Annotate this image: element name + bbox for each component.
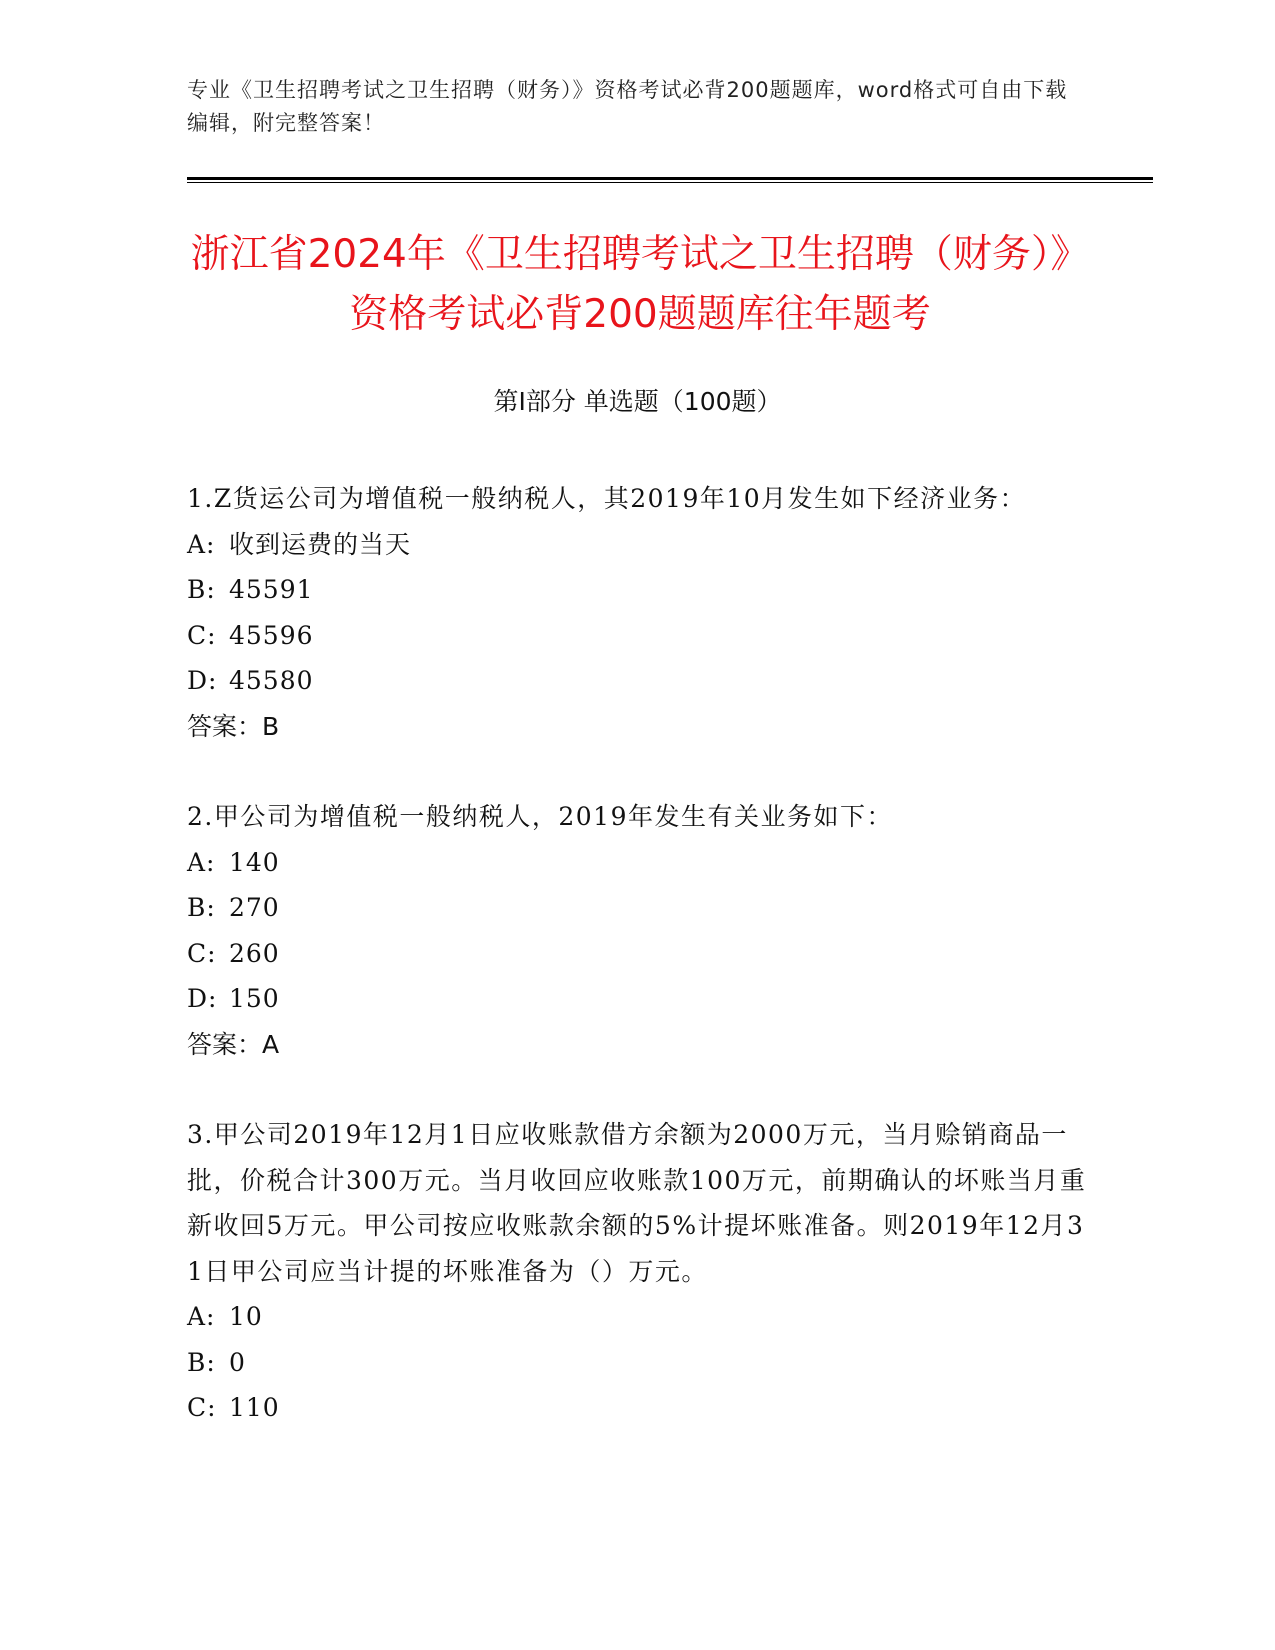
question-stem: 1.Z货运公司为增值税一般纳税人，其2019年10月发生如下经济业务：	[187, 484, 1027, 513]
option-text: 45580	[229, 666, 314, 695]
option-a	[187, 522, 1087, 568]
question-3	[187, 1112, 1087, 1431]
option-text: 10	[229, 1302, 263, 1331]
option-text: 45596	[229, 620, 314, 650]
option-letter: B:	[187, 1347, 216, 1377]
answer-line: 答案：A	[187, 1029, 280, 1059]
header-rule-thin	[187, 182, 1153, 183]
option-text: 0	[229, 1347, 246, 1377]
document-title: 浙江省2024年《卫生招聘考试之卫生招聘（财务）》资格考试必背200题题库往年题考	[190, 232, 1090, 337]
question-stem: 2.甲公司为增值税一般纳税人，2019年发生有关业务如下：	[187, 802, 893, 831]
option-letter: B:	[187, 575, 216, 604]
option-letter: D:	[187, 984, 218, 1013]
option-a	[187, 840, 1087, 886]
option-letter: C:	[187, 1393, 217, 1422]
option-b	[187, 1340, 1087, 1386]
option-text: 270	[229, 893, 280, 922]
option-letter: D:	[187, 666, 218, 695]
option-text: 260	[229, 938, 280, 968]
option-text: 110	[229, 1393, 280, 1422]
question-2	[187, 794, 1087, 1067]
option-text: 140	[229, 847, 280, 877]
question-1	[187, 476, 1087, 749]
option-d	[187, 658, 1087, 704]
section-heading: 第Ⅰ部分 单选题（100题）	[493, 387, 782, 416]
option-d	[187, 976, 1087, 1022]
option-c	[187, 931, 1087, 977]
option-letter: A:	[187, 847, 216, 877]
option-letter: B:	[187, 893, 216, 922]
option-letter: A:	[187, 529, 216, 559]
option-text: 150	[229, 984, 280, 1013]
option-c	[187, 613, 1087, 659]
option-a	[187, 1294, 1087, 1340]
option-text: 45591	[229, 575, 314, 604]
question-list	[187, 476, 1087, 1476]
header-rule-thick	[187, 177, 1153, 180]
option-text: 收到运费的当天	[229, 529, 412, 559]
option-c	[187, 1385, 1087, 1431]
option-letter: C:	[187, 620, 217, 650]
answer-line: 答案：B	[187, 711, 280, 741]
header-note: 专业《卫生招聘考试之卫生招聘（财务）》资格考试必背200题题库，word格式可自由下载编辑，附完整答案！	[187, 78, 1068, 135]
option-b	[187, 567, 1087, 613]
option-b	[187, 885, 1087, 931]
question-stem: 3.甲公司2019年12月1日应收账款借方余额为2000万元，当月赊销商品一批，价税合计300万元。当月收回应收账款100万元，前期确认的坏账当月重新收回5万元。甲公司按应收账款余额的5%计提坏账准备。则2019年12月31日甲公司应当计提的坏账准备为（）万元。	[187, 1120, 1087, 1286]
option-letter: A:	[187, 1302, 216, 1331]
option-letter: C:	[187, 938, 217, 968]
